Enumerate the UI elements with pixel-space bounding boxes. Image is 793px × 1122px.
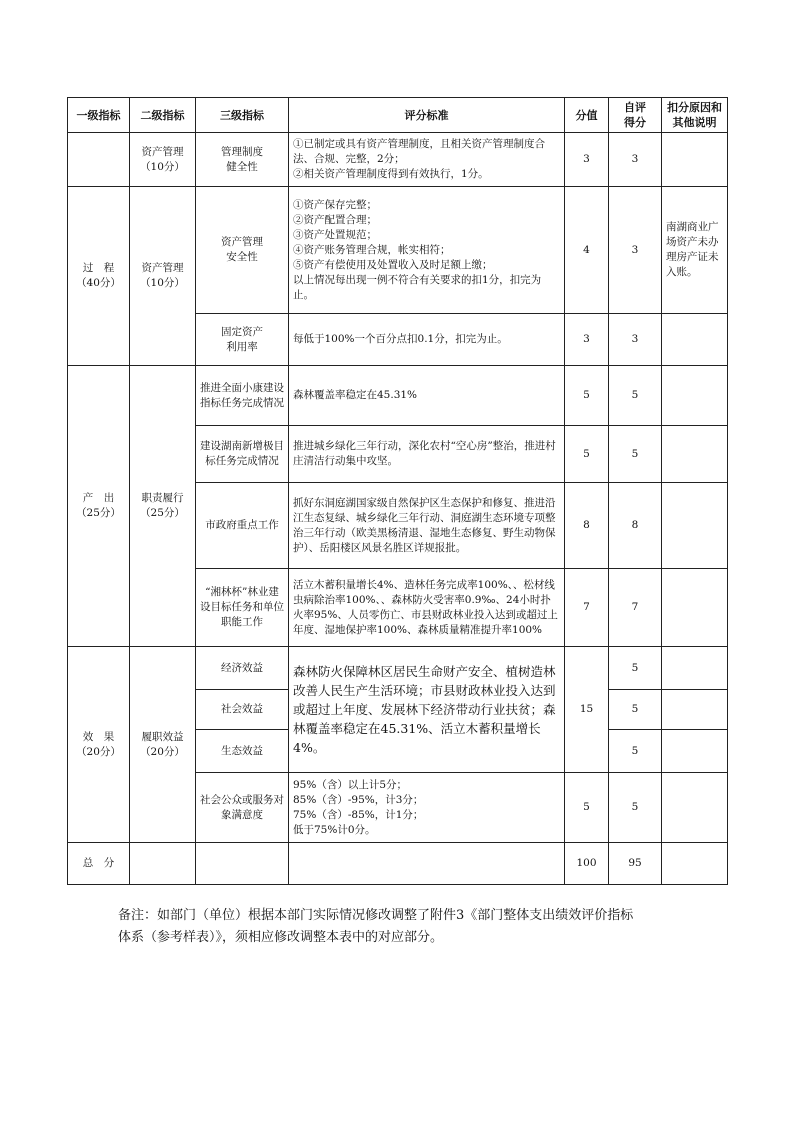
- score-cell: 5: [565, 366, 609, 426]
- score-cell: 3: [565, 133, 609, 187]
- self-score-cell: 5: [609, 690, 662, 730]
- criteria-cell: 95%（含）以上计5分； 85%（含）-95%，计3分； 75%（含）-85%，计1分； 低于75%计0分。: [289, 773, 565, 843]
- self-score-cell: 5: [609, 426, 662, 483]
- table-row: [68, 187, 728, 314]
- table-row: [68, 647, 728, 690]
- criteria-cell: 抓好东洞庭湖国家级自然保护区生态保护和修复、推进沿江生态复绿、城乡绿化三年行动、洞庭湖生态环境专项整治三年行动（欧美黑杨清退、湿地生态修复、野生动物保护）、岳阳楼区风景名胜区详规报批。: [289, 483, 565, 569]
- table-row: [68, 133, 728, 187]
- level3-cell: 社会公众或服务对象满意度: [196, 773, 289, 843]
- criteria-cell: 活立木蓄积量增长4%、造林任务完成率100%、、松材线虫病除治率100%、、森林防火受害率0.9‰、24小时扑火率95%、人员零伤亡、市县财政林业投入达到或超过上年度、湿地保护率100%、森林质量精准提升率100%: [289, 569, 565, 647]
- score-cell: 5: [565, 426, 609, 483]
- level2-cell: 履职效益 （20分）: [130, 647, 196, 843]
- level2-cell: 职责履行 （25分）: [130, 366, 196, 647]
- level3-cell: 市政府重点工作: [196, 483, 289, 569]
- header-level1: 一级指标: [68, 98, 130, 133]
- remark-cell: [662, 569, 728, 647]
- score-cell: 7: [565, 569, 609, 647]
- total-empty-cell: [196, 843, 289, 885]
- remark-cell: [662, 647, 728, 690]
- self-score-cell: 7: [609, 569, 662, 647]
- total-score: 100: [565, 843, 609, 885]
- total-empty-cell: [130, 843, 196, 885]
- level1-cell-empty: [68, 133, 130, 187]
- self-score-cell: 3: [609, 314, 662, 366]
- score-cell: 15: [565, 647, 609, 773]
- self-score-cell: 5: [609, 730, 662, 773]
- level3-cell: 固定资产 利用率: [196, 314, 289, 366]
- score-cell: 4: [565, 187, 609, 314]
- header-score: 分值: [565, 98, 609, 133]
- level3-cell: 建设湖南新增极目标任务完成情况: [196, 426, 289, 483]
- self-score-cell: 8: [609, 483, 662, 569]
- level3-cell: “湘林杯”林业建设目标任务和单位职能工作: [196, 569, 289, 647]
- level3-cell: 管理制度 健全性: [196, 133, 289, 187]
- self-score-cell: 3: [609, 187, 662, 314]
- table-row: [68, 366, 728, 426]
- level3-cell: 资产管理 安全性: [196, 187, 289, 314]
- total-empty-cell: [289, 843, 565, 885]
- score-cell: 3: [565, 314, 609, 366]
- remark-cell: [662, 133, 728, 187]
- remark-cell: 南湖商业广场资产未办理房产证未入账。: [662, 187, 728, 314]
- level1-cell: 过 程 （40分）: [68, 187, 130, 366]
- criteria-cell: 森林防火保障林区居民生命财产安全、植树造林改善人民生产生活环境；市县财政林业投入达到或超过上年度、发展林下经济带动行业扶贫；森林覆盖率稳定在45.31%、活立木蓄积量增长4%。: [289, 647, 565, 773]
- total-empty-cell: [662, 843, 728, 885]
- criteria-cell: 森林覆盖率稳定在45.31%: [289, 366, 565, 426]
- remark-cell: [662, 314, 728, 366]
- remark-cell: [662, 426, 728, 483]
- score-cell: 8: [565, 483, 609, 569]
- header-remark: 扣分原因和 其他说明: [662, 98, 728, 133]
- score-cell: 5: [565, 773, 609, 843]
- self-score-cell: 5: [609, 647, 662, 690]
- level3-cell: 社会效益: [196, 690, 289, 730]
- header-level2: 二级指标: [130, 98, 196, 133]
- remark-cell: [662, 366, 728, 426]
- remark-cell: [662, 483, 728, 569]
- criteria-cell: ①已制定或具有资产管理制度，且相关资产管理制度合法、合规、完整，2分； ②相关资产管理制度得到有效执行，1分。: [289, 133, 565, 187]
- header-level3: 三级指标: [196, 98, 289, 133]
- remark-cell: [662, 773, 728, 843]
- footnote: 备注：如部门（单位）根据本部门实际情况修改调整了附件3《部门整体支出绩效评价指标 体系（参考样表）》，须相应修改调整本表中的对应部分。: [118, 908, 634, 945]
- level1-cell: 产 出 （25分）: [68, 366, 130, 647]
- self-score-cell: 3: [609, 133, 662, 187]
- criteria-cell: 推进城乡绿化三年行动，深化农村“空心房”整治，推进村庄清洁行动集中攻坚。: [289, 426, 565, 483]
- total-self-score: 95: [609, 843, 662, 885]
- evaluation-table: [67, 97, 728, 885]
- level3-cell: 生态效益: [196, 730, 289, 773]
- header-row: [68, 98, 728, 133]
- remark-cell: [662, 690, 728, 730]
- remark-cell: [662, 730, 728, 773]
- total-row: [68, 843, 728, 885]
- criteria-cell: 每低于100%一个百分点扣0.1分，扣完为止。: [289, 314, 565, 366]
- level1-cell: 效 果 （20分）: [68, 647, 130, 843]
- level2-cell: 资产管理 （10分）: [130, 133, 196, 187]
- level3-cell: 经济效益: [196, 647, 289, 690]
- total-label: 总 分: [68, 843, 130, 885]
- header-self-score: 自评 得分: [609, 98, 662, 133]
- criteria-cell: ①资产保存完整； ②资产配置合理； ③资产处置规范； ④资产账务管理合规，帐实相符； ⑤资产有偿使用及处置收入及时足额上缴； 以上情况每出现一例不符合有关要求的扣1分，扣完为止。: [289, 187, 565, 314]
- level2-cell: 资产管理 （10分）: [130, 187, 196, 366]
- level3-cell: 推进全面小康建设指标任务完成情况: [196, 366, 289, 426]
- self-score-cell: 5: [609, 366, 662, 426]
- self-score-cell: 5: [609, 773, 662, 843]
- header-criteria: 评分标准: [289, 98, 565, 133]
